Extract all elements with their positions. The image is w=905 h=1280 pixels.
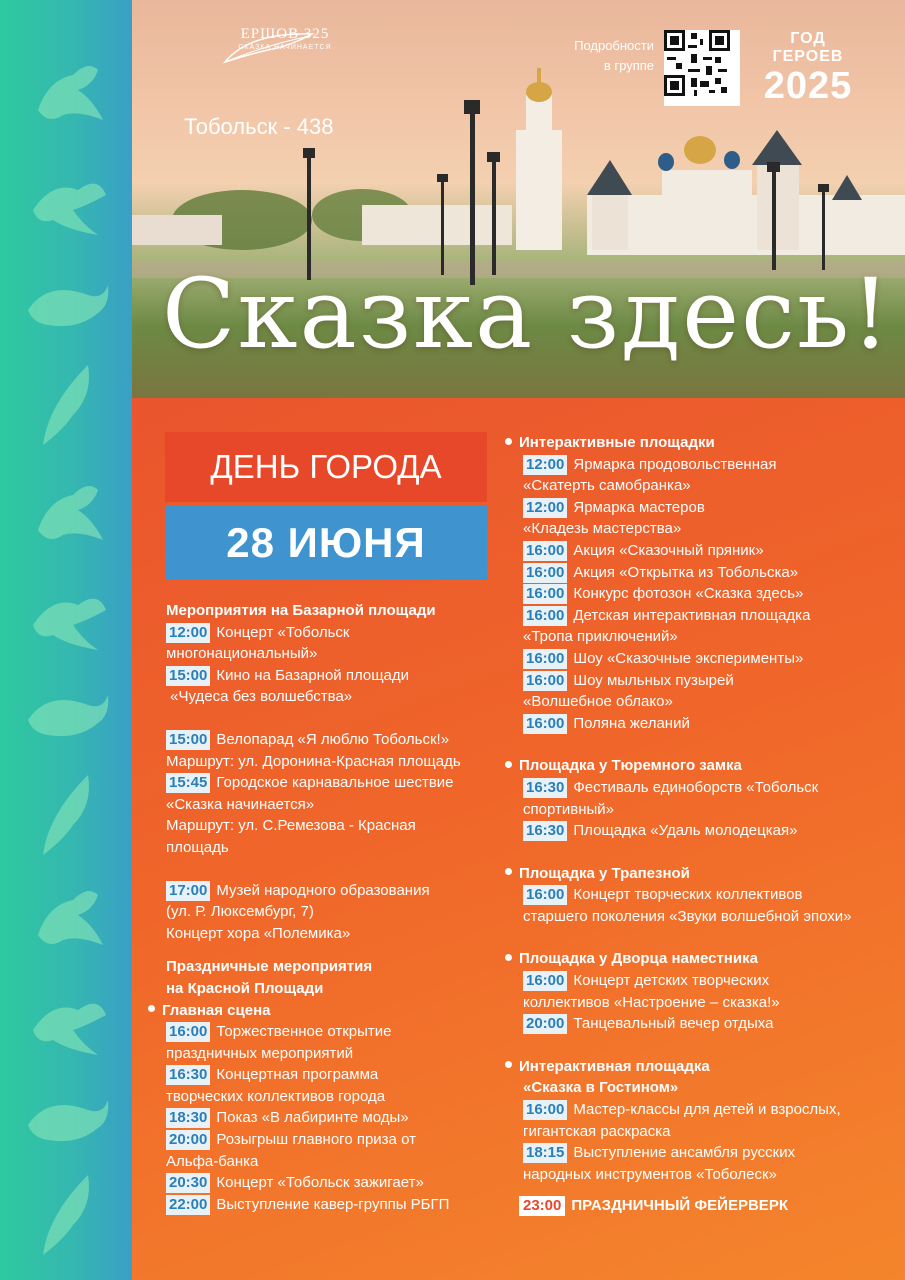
event-text: Городское карнавальное шествие [216,774,454,792]
section-title-interactive [505,432,900,454]
event-row [523,970,900,992]
section-title-gostin [505,1056,900,1078]
event-time: 16:00 [523,584,567,604]
event-time: 16:00 [523,649,567,669]
city-label: Тобольск - 438 [184,114,334,139]
event-text: Велопарад «Я люблю Тобольск!» [216,730,450,748]
event-text: Концерт детских творческих [573,972,770,990]
event-time: 16:00 [523,606,567,626]
section-title-palace [505,948,900,970]
schedule-left-column [148,600,508,1215]
event-block [505,884,900,927]
year-of-heroes [758,30,858,106]
section-label: Площадка у Дворца наместника [519,950,758,968]
event-text: Торжественное открытие [216,1023,392,1041]
event-block [148,622,508,708]
event-text: Показ «В лабиринте моды» [216,1109,409,1127]
event-time: 16:30 [523,778,567,798]
event-row [523,540,900,562]
feather-icon [18,355,114,451]
city-day-label: ДЕНЬ ГОРОДА [165,432,487,502]
headline: Сказка здесь! [162,258,892,370]
event-row [166,1129,508,1151]
event-text-cont: Маршрут: ул. С.Ремезова - Красная [166,817,416,835]
event-time: 16:30 [166,1065,210,1085]
event-text: Ярмарка продовольственная [573,455,777,473]
fox-icon-2 [18,460,114,556]
fox-icon-3 [18,865,114,961]
firebird-icon [18,150,114,246]
event-time: 16:00 [523,714,567,734]
bullet-icon [505,954,512,961]
event-text: Танцевальный вечер отдыха [573,1015,774,1033]
event-time: 20:30 [166,1173,210,1193]
event-row [166,1021,508,1043]
firebird-icon-3 [18,970,114,1066]
event-text-cont: старшего поколения «Звуки волшебной эпохи» [523,907,852,925]
event-block [148,729,508,859]
event-text: Мастер-классы для детей и взрослых, [573,1101,841,1119]
feather-icon-3 [18,1165,114,1261]
event-text-cont: коллективов «Настроение – сказка!» [523,993,780,1011]
qr-code[interactable] [664,30,740,106]
event-row [523,497,900,519]
section-label: Площадка у Тюремного замка [519,757,742,775]
event-text-cont: Маршрут: ул. Доронина-Красная площадь [166,752,461,770]
event-row [166,880,508,902]
event-time: 16:00 [523,971,567,991]
event-time: 16:00 [523,1100,567,1120]
event-time: 12:00 [523,498,567,518]
feather-icon-2 [18,765,114,861]
section-title-gostin-2: «Сказка в Гостином» [523,1079,679,1097]
more-info-line1: Подробности [574,38,654,53]
event-block [505,970,900,1035]
event-row [166,1194,508,1216]
main-stage-title [148,1000,508,1022]
section-title-red-square: Праздничные мероприятия [166,958,373,976]
firebird-icon-2 [18,565,114,661]
event-row [523,777,900,799]
event-text-cont: народных инструментов «Тоболеск» [523,1165,777,1183]
event-row [523,820,900,842]
event-row [523,884,900,906]
event-row [523,454,900,476]
event-time: 16:00 [523,671,567,691]
main-stage-label: Главная сцена [162,1001,271,1019]
event-row [523,670,900,692]
event-text: Площадка «Удаль молодецкая» [573,822,798,840]
event-text: Конкурс фотозон «Сказка здесь» [573,585,804,603]
whale-icon [18,255,114,351]
fox-icon [18,40,114,136]
fireworks-time: 23:00 [519,1196,565,1216]
bullet-icon [505,868,512,875]
qr-code-icon [664,30,730,96]
event-time: 20:00 [166,1130,210,1150]
event-time: 18:30 [166,1108,210,1128]
event-text-cont: творческих коллективов города [166,1087,386,1105]
event-time: 20:00 [523,1014,567,1034]
logo-brand: ЕРШОВ 325 [240,26,330,42]
event-text: Концерт «Тобольск [216,623,350,641]
event-row [166,1172,508,1194]
event-row [166,729,508,751]
event-text: Ярмарка мастеров [573,498,705,516]
event-row [523,648,900,670]
event-text-cont: площадь [166,838,229,856]
event-block [505,454,900,735]
event-row [523,605,900,627]
event-text: Акция «Открытка из Тобольска» [573,563,799,581]
year-title: ГОД ГЕРОЕВ [772,30,844,65]
event-text: Розыгрыш главного приза от [216,1131,416,1149]
event-row [166,622,508,644]
event-text-cont: многонациональный» [166,645,318,663]
event-time: 17:00 [166,881,210,901]
event-text: Концертная программа [216,1066,379,1084]
hero-photo [132,0,905,398]
section-title-prison [505,755,900,777]
section-title-bazaar: Мероприятия на Базарной площади [166,602,436,619]
event-text-cont: «Тропа приключений» [523,628,678,646]
logo-tagline: СКАЗКА НАЧИНАЕТСЯ [238,44,332,51]
date-label: 28 ИЮНЯ [165,505,487,580]
event-row [166,772,508,794]
bullet-icon [505,761,512,768]
event-row [523,713,900,735]
event-text: Шоу мыльных пузырей [573,671,734,689]
event-time: 15:00 [166,666,210,686]
section-label: Интерактивные площадки [519,434,715,451]
event-block [148,1021,508,1215]
event-row [523,562,900,584]
event-text-cont: гигантская раскраска [523,1122,671,1140]
event-time: 16:00 [523,563,567,583]
event-row [166,665,508,687]
event-text: Кино на Базарной площади [216,666,410,684]
feather-logo-icon [220,28,320,66]
whale-icon-3 [18,1070,114,1166]
event-block [505,1099,900,1185]
event-row [523,583,900,605]
event-text-cont: спортивный» [523,800,614,818]
schedule-right-column [505,432,900,1217]
event-text: Музей народного образования [216,881,430,899]
event-time: 16:00 [523,885,567,905]
event-row [523,1013,900,1035]
event-text-cont: «Волшебное облако» [523,693,673,711]
event-text: Акция «Сказочный пряник» [573,541,764,559]
bullet-icon [505,438,512,445]
event-time: 12:00 [523,455,567,475]
bullet-icon [505,1061,512,1068]
event-time: 16:30 [523,821,567,841]
fireworks-label: ПРАЗДНИЧНЫЙ ФЕЙЕРВЕРК [571,1197,788,1215]
event-text-cont: «Сказка начинается» [166,795,315,813]
section-label: Площадка у Трапезной [519,864,690,882]
event-text: Фестиваль единоборств «Тобольск [573,778,819,796]
section-title-refectory [505,863,900,885]
event-text: Концерт «Тобольск зажигает» [216,1174,424,1192]
event-text-cont: (ул. Р. Люксембург, 7) [166,903,314,921]
event-row [166,1107,508,1129]
more-info-text [540,36,654,76]
decorative-strip [0,0,132,1280]
bullet-icon [148,1005,155,1012]
event-text-cont: «Кладезь мастерства» [523,520,682,538]
event-text: Детская интерактивная площадка [573,606,811,624]
event-text: Выступление ансамбля русских [573,1144,796,1162]
event-block [505,777,900,842]
event-time: 12:00 [166,623,210,643]
more-info-line2: в группе [603,58,654,73]
event-row [523,1142,900,1164]
event-text: Выступление кавер-группы РБГП [216,1195,450,1213]
event-time: 16:00 [523,541,567,561]
event-row [166,1064,508,1086]
section-label: Интерактивная площадка [519,1057,710,1075]
fireworks-row [505,1195,900,1217]
event-text-cont: «Скатерть самобранка» [523,477,691,495]
event-block [148,880,508,945]
event-time: 22:00 [166,1195,210,1215]
section-title-red-square-2: на Красной Площади [166,979,324,997]
event-text-cont: Концерт хора «Полемика» [166,924,351,942]
event-row [523,1099,900,1121]
ershov-logo [220,28,350,51]
event-text-cont: Альфа-банка [166,1152,259,1170]
event-time: 15:45 [166,773,210,793]
event-time: 15:00 [166,730,210,750]
event-time: 18:15 [523,1143,567,1163]
event-text-cont: праздничных мероприятий [166,1044,354,1062]
event-text: Поляна желаний [573,714,690,732]
whale-icon-2 [18,665,114,761]
event-text-cont: «Чудеса без волшебства» [166,688,353,706]
year-number: 2025 [763,65,853,107]
event-text: Шоу «Сказочные эксперименты» [573,649,804,667]
event-text: Концерт творческих коллективов [573,886,803,904]
event-time: 16:00 [166,1022,210,1042]
